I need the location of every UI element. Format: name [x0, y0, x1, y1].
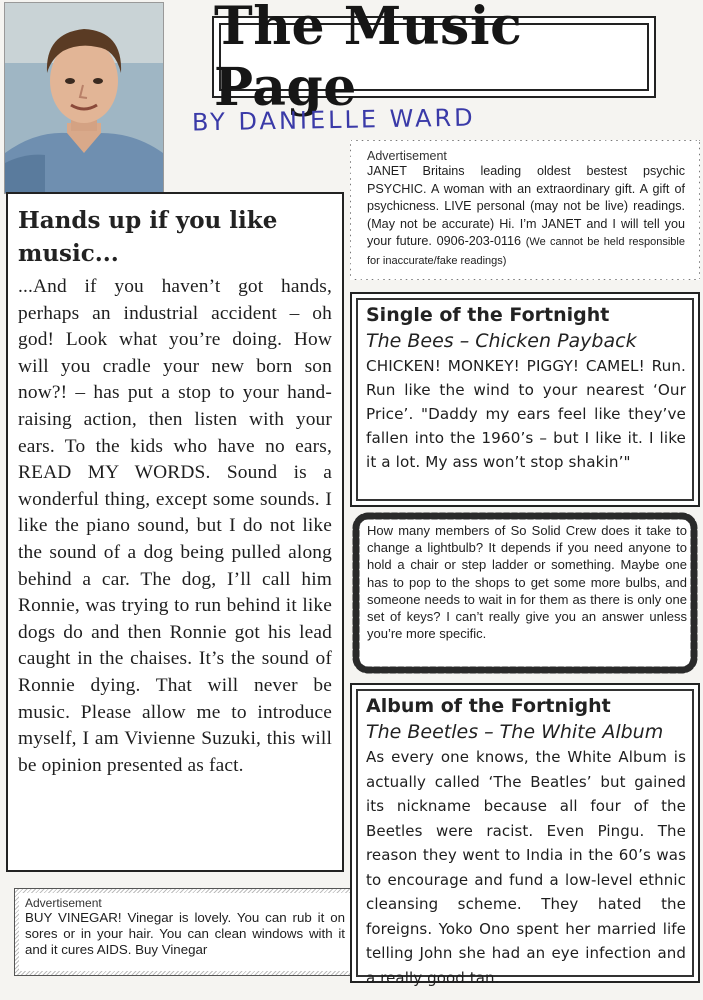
- main-article: [6, 192, 344, 872]
- single-of-the-fortnight: [350, 292, 700, 507]
- ad-label: Advertisement: [367, 149, 447, 163]
- page-title: The Music Page: [214, 0, 523, 118]
- ad-small-print: (We cannot be held responsible for inaccurate/fake readings): [367, 236, 685, 267]
- vinegar-advertisement: [14, 888, 356, 976]
- single-subtitle: The Bees – Chicken Payback: [366, 330, 637, 352]
- psychic-advertisement: [350, 140, 700, 280]
- album-review: As every one knows, the White Album is actually called ‘The Beatles’ but gained its nickname because all four of the Beetles were racist. Even Pingu. The reason they went to India in the 60’s was to encourage and fund a low-level ethnic cleansing scheme. They hated the foreigns. Yoko Ono spent her married life telling John she had an eye infection and a really good tan.: [366, 748, 686, 987]
- crew-joke: How many members of So Solid Crew does it take to change a lightbulb? It depends if you need anyone to hold a chair or step ladder or something. Maybe one has to pop to the shops to get some more bulbs, and someone needs to wait in for them as there is only one set of keys? I can’t really give you an answer unless you’re more specific.: [367, 523, 687, 642]
- single-title: Single of the Fortnight: [366, 304, 610, 326]
- ad-text: [367, 163, 685, 271]
- album-subtitle: The Beetles – The White Album: [366, 721, 664, 743]
- album-title: Album of the Fortnight: [366, 695, 611, 717]
- portrait-illustration: [5, 3, 163, 193]
- album-of-the-fortnight: [350, 683, 700, 987]
- article-body: ...And if you haven’t got hands, perhaps an industrial accident – oh god! Look what you’re doing. How will you cradle your new born son now?! – has put a stop to your hand-raising action, then listen with your ears. To the kids who have no ears, READ MY WORDS. Sound is a wonderful thing, except some sounds. I like the piano sound, but I do not like the sound of a dog being pulled along behind a car. The dog, I’ll call him Ronnie, was trying to run behind it like dogs do and then Ronnie got his lead caught in the chaises. It’s the sound of Ronnie dying. That will never be music. Please allow me to introduce myself, I am Vivienne Suzuki, this will be opinion presented as fact.: [18, 276, 332, 776]
- single-review: CHICKEN! MONKEY! PIGGY! CAMEL! Run. Run like the wind to your nearest ‘Our Price’. "Daddy my ears feel like they’ve fallen into the 1960’s – but I like it. I like it a lot. My ass won’t stop shakin’": [366, 357, 686, 471]
- ad-text: BUY VINEGAR! Vinegar is lovely. You can rub it on sores or in your hair. You can clean windows with it and it cures AIDS. Buy Vinegar: [25, 910, 345, 957]
- portrait-photo: [4, 2, 164, 194]
- so-solid-crew-box: [350, 510, 700, 676]
- article-heading: Hands up if you like music...: [18, 207, 278, 267]
- ad-main-text: JANET Britains leading oldest bestest psychic PSYCHIC. A woman with an extraordinary gift. A gift of psychicness. LIVE personal (may not be live) readings. (May not be accurate) Hi. I’m JANET and I will tell you your future. 0906-203-0116: [367, 164, 685, 249]
- masthead: [212, 0, 656, 118]
- ad-label: Advertisement: [25, 896, 102, 910]
- byline: BY DANIELLE WARD: [191, 103, 476, 137]
